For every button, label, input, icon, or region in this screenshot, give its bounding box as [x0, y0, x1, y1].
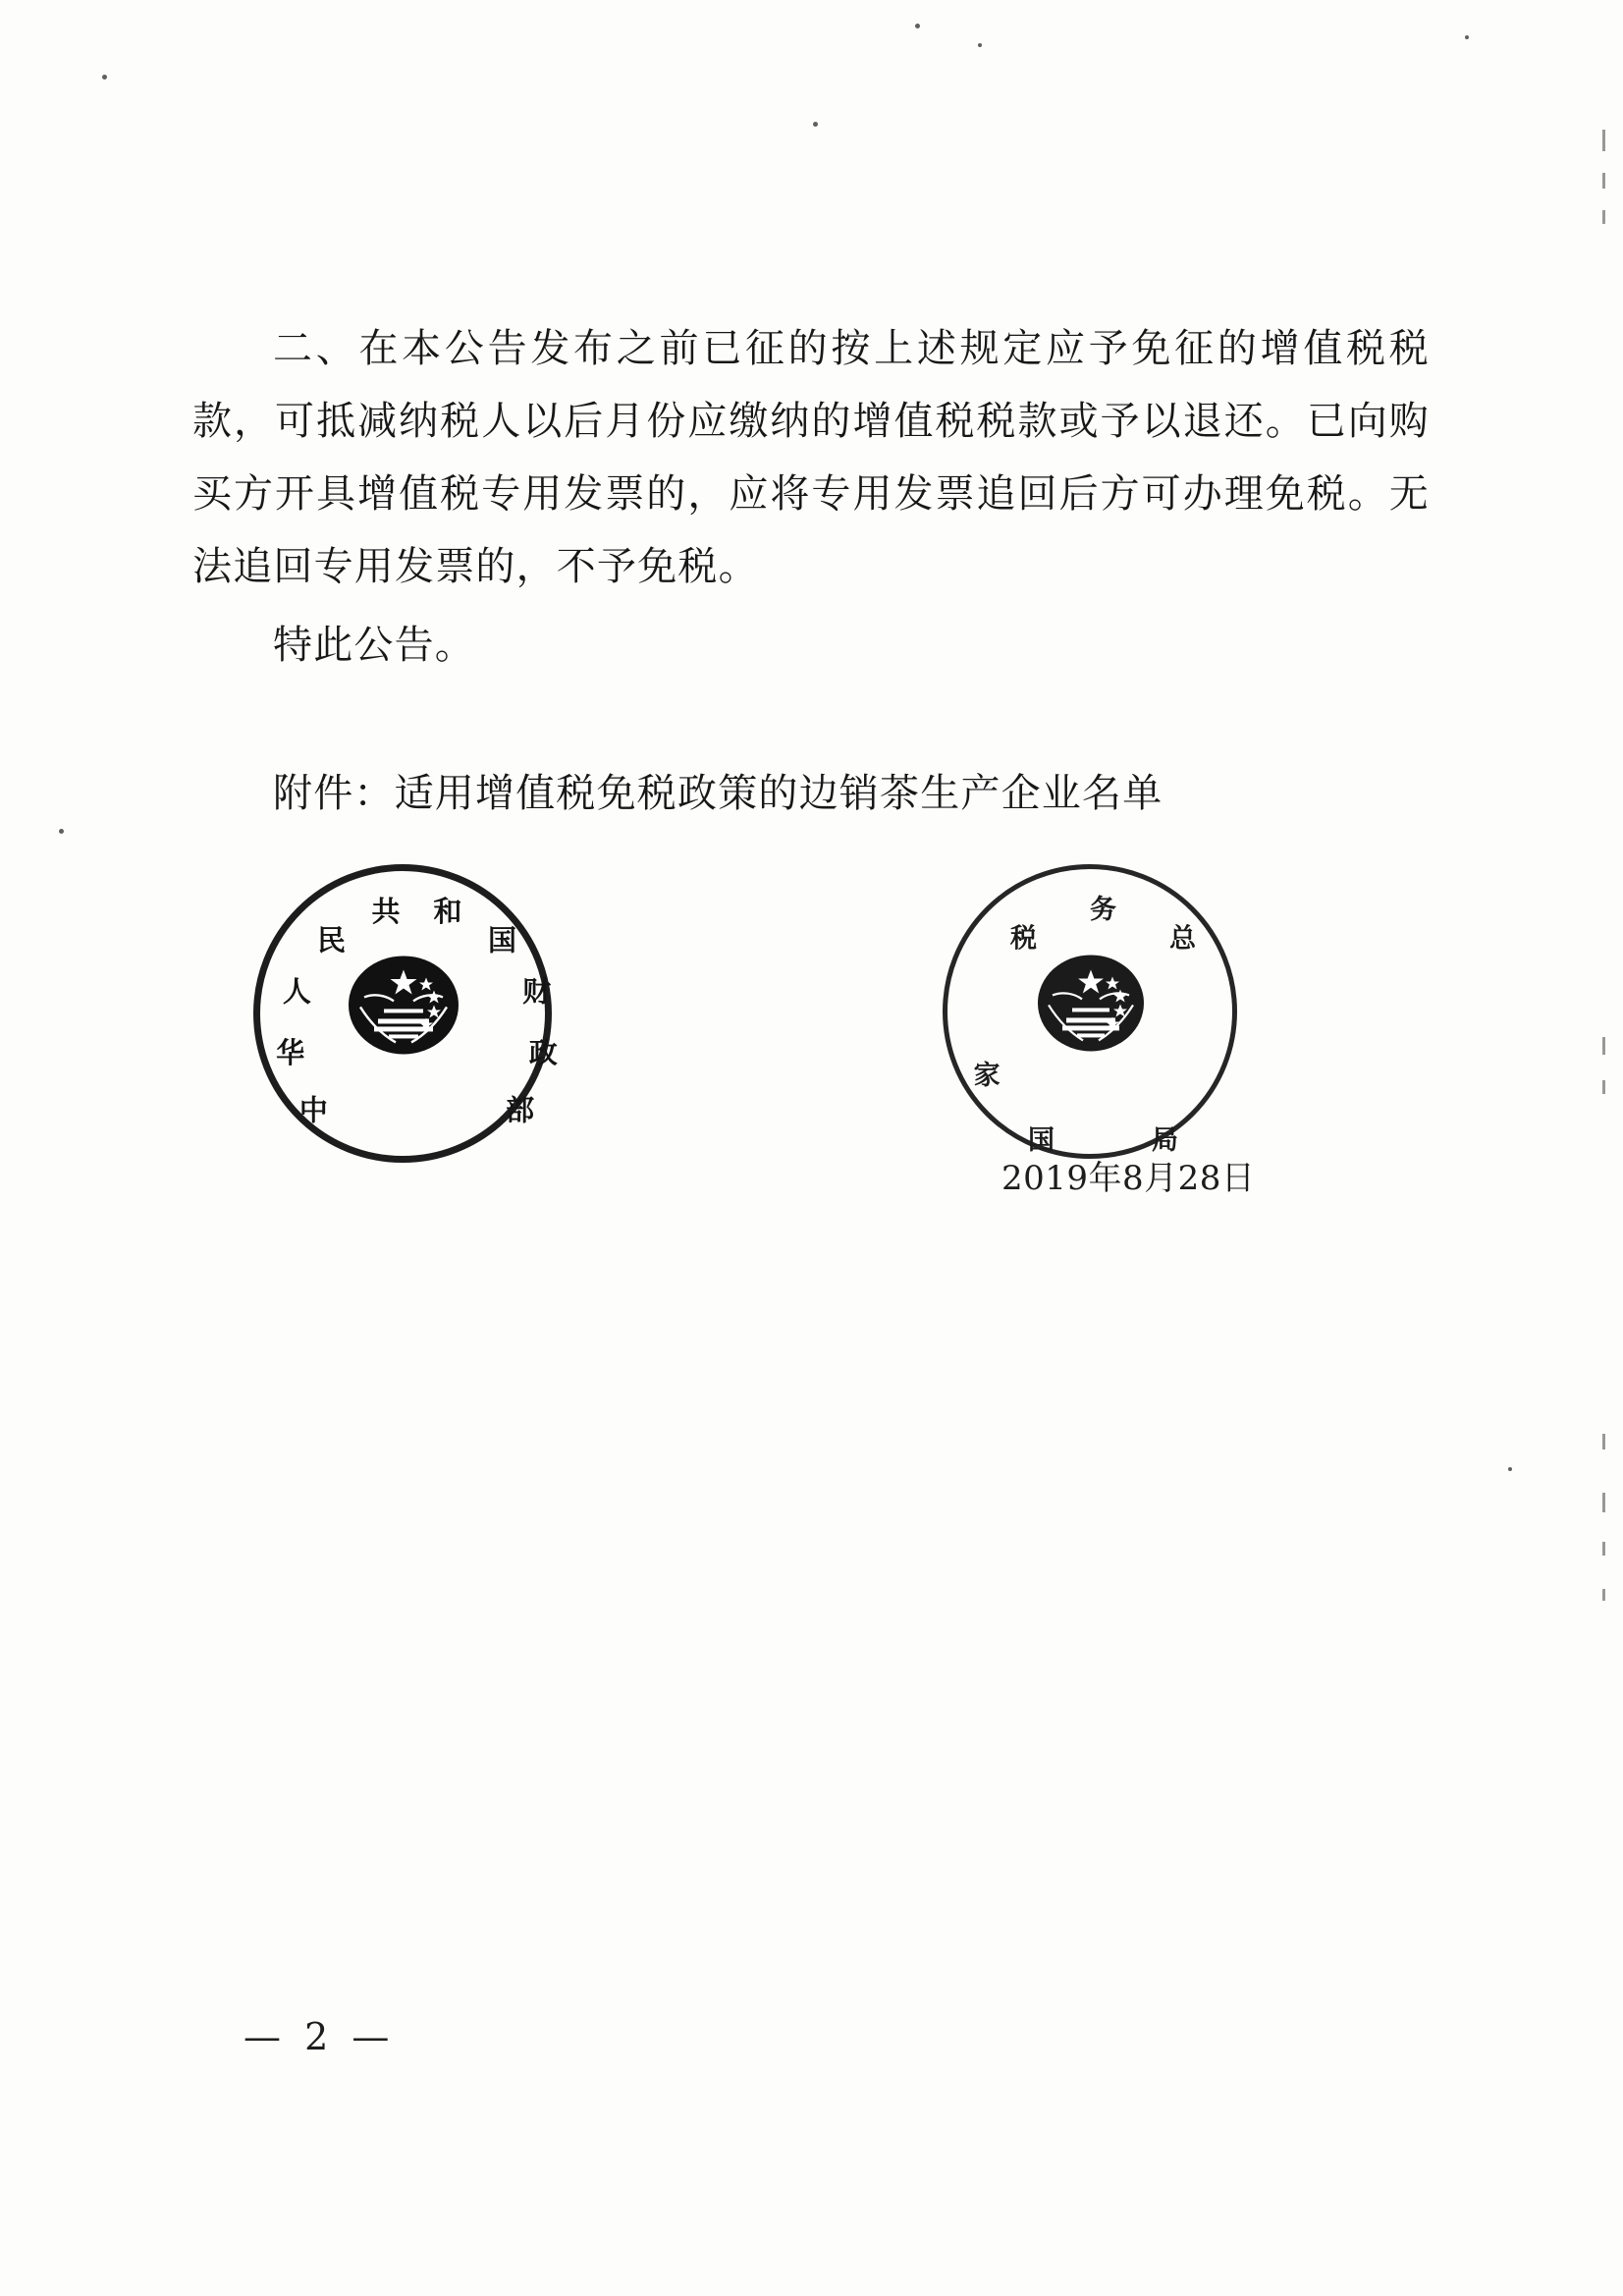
scan-edge-mark — [1602, 1493, 1605, 1512]
seal-ring-text-left: 中 华 人 民 共 和 国 财 政 部 — [276, 894, 558, 1127]
attachment-line: 附件：适用增值税免税政策的边销茶生产企业名单 — [273, 771, 1163, 816]
scan-edge-mark — [1602, 130, 1605, 151]
scan-speck — [59, 829, 64, 834]
scan-speck — [1508, 1467, 1512, 1471]
seal-date: 2019年8月28日 — [1001, 1159, 1256, 1198]
scan-speck — [102, 75, 107, 80]
scan-speck — [813, 122, 818, 127]
scan-edge-mark — [1602, 173, 1605, 189]
paragraph-announcement-close: 特此公告。 — [273, 623, 475, 668]
scan-edge-mark — [1602, 210, 1605, 224]
paragraph-two: 二、在本公告发布之前已征的按上述规定应予免征的增值税税款，可抵减纳税人以后月份应缴纳的增值税税款或予以退还。已向购买方开具增值税专用发票的，应将专用发票追回后方可办理免税。无法追回专用发票的，不予免税。 — [192, 326, 1430, 589]
scan-edge-mark — [1602, 1589, 1605, 1601]
scan-edge-mark — [1602, 1434, 1605, 1449]
seal-ring-text-right: 国 家 税 务 总 局 — [973, 895, 1196, 1157]
scan-speck — [978, 43, 982, 47]
document-body — [192, 312, 1430, 687]
national-emblem-icon — [1022, 946, 1158, 1071]
scan-speck — [915, 24, 920, 28]
scan-edge-mark — [1602, 1080, 1605, 1094]
page-number: — 2 — — [243, 2015, 396, 2058]
national-emblem-icon — [335, 948, 470, 1073]
seal-ministry-of-finance — [253, 864, 558, 1163]
scan-edge-mark — [1602, 1037, 1605, 1055]
seal-state-taxation-administration — [943, 864, 1237, 1159]
scan-speck — [1465, 35, 1469, 39]
scan-edge-mark — [1602, 1542, 1605, 1556]
